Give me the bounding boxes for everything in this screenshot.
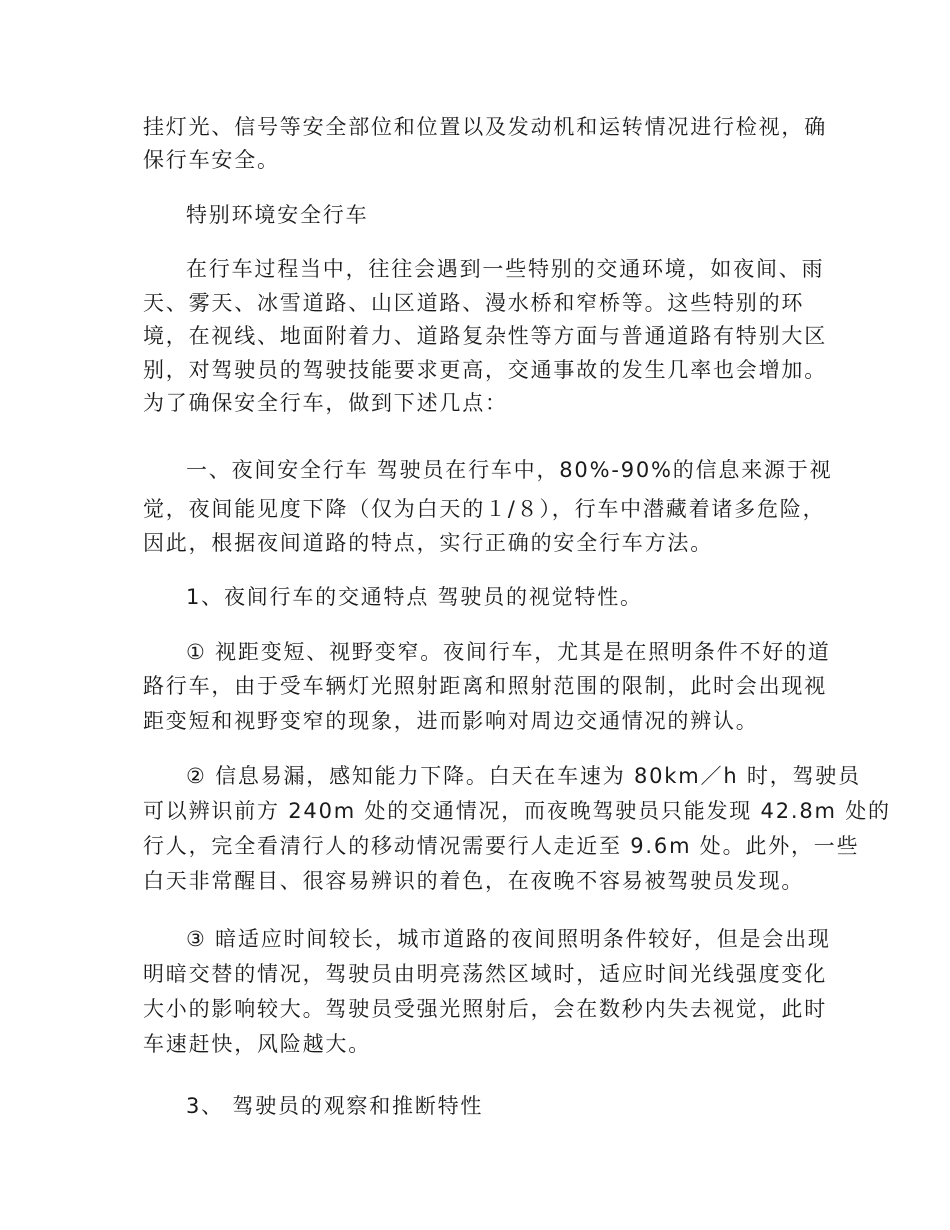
text-line: 为了确保安全行车，做到下述几点： bbox=[143, 391, 508, 415]
text-line: 境，在视线、地面附着力、道路复杂性等方面与普通道路有特别大区 bbox=[143, 324, 827, 348]
text-line: 明暗交替的情况，驾驶员由明亮荡然区域时，适应时间光线强度变化 bbox=[143, 962, 827, 986]
text-line: 天、雾天、冰雪道路、山区道路、漫水桥和窄桥等。这些特别的环 bbox=[143, 291, 805, 315]
text-line: 距变短和视野变窄的现象，进而影响对周边交通情况的辨认。 bbox=[143, 709, 759, 733]
text-line: 在行车过程当中，往往会遇到一些特别的交通环境，如夜间、雨 bbox=[186, 257, 825, 281]
text-line: 别，对驾驶员的驾驶技能要求更高，交通事故的发生几率也会增加。 bbox=[143, 358, 827, 382]
text-line: ① 视距变短、视野变窄。夜间行车，尤其是在照明条件不好的道 bbox=[186, 640, 831, 664]
text-line: ③ 暗适应时间较长，城市道路的夜间照明条件较好，但是会出现 bbox=[186, 927, 831, 951]
text-line: 行人，完全看清行人的移动情况需要行人走近至 9.6m 处。此外，一些 bbox=[143, 834, 860, 858]
text-line: 保行车安全。 bbox=[143, 148, 280, 172]
text-line: 白天非常醒目、很容易辨识的着色，在夜晚不容易被驾驶员发现。 bbox=[143, 869, 805, 893]
text-line: 大小的影响较大。驾驶员受强光照射后，会在数秒内失去视觉，此时 bbox=[143, 997, 827, 1021]
text-line: 车速赶快，风险越大。 bbox=[143, 1032, 371, 1056]
text-line: 挂灯光、信号等安全部位和位置以及发动机和运转情况进行检视，确 bbox=[143, 115, 827, 139]
section-heading: 3、 驾驶员的观察和推断特性 bbox=[186, 1094, 484, 1118]
text-line: 一、夜间安全行车 驾驶员在行车中，80%-90%的信息来源于视 bbox=[186, 458, 833, 482]
text-line: 路行车，由于受车辆灯光照射距离和照射范围的限制，此时会出现视 bbox=[143, 674, 827, 698]
text-line: 因此，根据夜间道路的特点，实行正确的安全行车方法。 bbox=[143, 531, 713, 555]
text-line: 1、夜间行车的交通特点 驾驶员的视觉特性。 bbox=[186, 585, 643, 609]
text-line: 可以辨识前方 240m 处的交通情况，而夜晚驾驶员只能发现 42.8m 处的 bbox=[143, 799, 891, 823]
text-line: 觉，夜间能见度下降（仅为白天的１/８），行车中潜藏着诸多危险， bbox=[143, 497, 826, 521]
text-line: ② 信息易漏，感知能力下降。白天在车速为 80km／h 时，驾驶员 bbox=[186, 764, 861, 788]
section-heading: 特别环境安全行车 bbox=[186, 203, 369, 227]
